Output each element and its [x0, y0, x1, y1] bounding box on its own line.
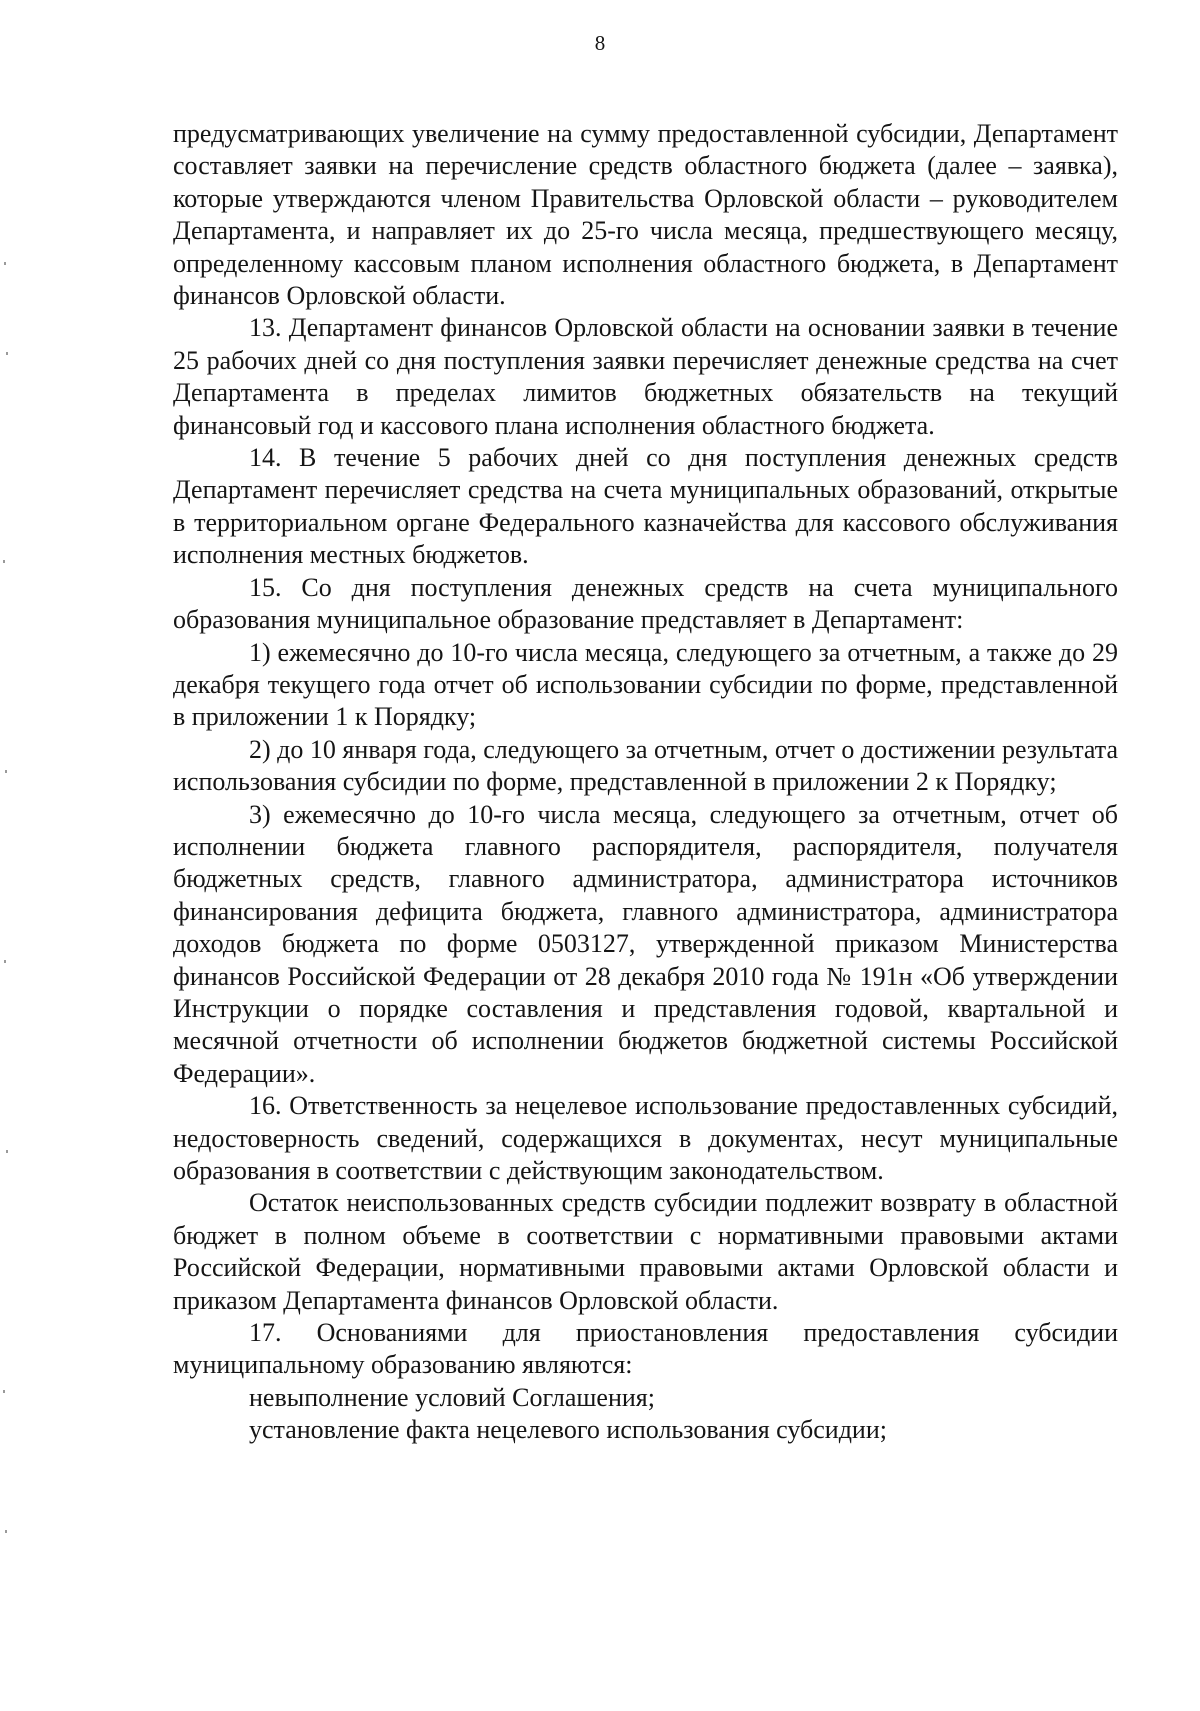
list-item-15-1: 1) ежемесячно до 10-го числа месяца, следующего за отчетным, а также до 29 декабря текущего года отчет об использовании субсидии по форме, представленной в приложении 1 к Порядку; — [173, 637, 1118, 732]
list-item-17-2: установление факта нецелевого использования субсидии; — [249, 1415, 887, 1445]
paragraph-remainder: Остаток неиспользованных средств субсидии подлежит возврату в областной бюджет в полном объеме в соответствии с нормативными правовыми актами Российской Федерации, нормативными правовыми актами Орловской области и приказом Департамента финансов Орловской области. — [173, 1188, 1118, 1315]
list-item-15-2: 2) до 10 января года, следующего за отчетным, отчет о достижении результата использования субсидии по форме, представленной в приложении 2 к Порядку; — [173, 734, 1118, 797]
paragraph-15: 15. Со дня поступления денежных средств на счета муниципального образования муниципальное образование представляет в Департамент: — [173, 572, 1118, 635]
scan-speck — [4, 960, 6, 963]
scan-speck — [5, 770, 7, 773]
list-item-17-1: невыполнение условий Соглашения; — [249, 1382, 655, 1412]
scan-speck — [5, 1530, 7, 1533]
document-body — [173, 118, 1118, 1447]
paragraph-16: 16. Ответственность за нецелевое использование предоставленных субсидий, недостоверность сведений, содержащихся в документах, несут муниципальные образования в соответствии с действующим законодательством. — [173, 1091, 1118, 1185]
paragraph-14: 14. В течение 5 рабочих дней со дня поступления денежных средств Департамент перечисляет средства на счета муниципальных образований, открытые в территориальном органе Федерального казначейства для кассового обслуживания исполнения местных бюджетов. — [173, 443, 1118, 570]
paragraph-continuation: предусматривающих увеличение на сумму предоставленной субсидии, Департамент составляет заявки на перечисление средств областного бюджета (далее – заявка), которые утверждаются членом Правительства Орловской области – руководителем Департамента, и направляет их до 25-го числа месяца, предшествующего месяцу, определенному кассовым планом исполнения областного бюджета, в Департамент финансов Орловской области. — [173, 119, 1118, 311]
paragraph-17: 17. Основаниями для приостановления предоставления субсидии муниципальному образованию являются: — [173, 1318, 1118, 1380]
paragraph-13: 13. Департамент финансов Орловской области на основании заявки в течение 25 рабочих дней со дня поступления заявки перечисляет денежные средства на счет Департамента в пределах лимитов бюджетных обязательств на текущий финансовый год и кассового плана исполнения областного бюджета. — [173, 313, 1118, 440]
scan-speck — [6, 352, 8, 355]
scan-speck — [6, 1150, 8, 1153]
scan-speck — [4, 262, 6, 265]
scan-speck — [3, 1390, 5, 1393]
page-number: 8 — [594, 31, 606, 55]
list-item-15-3: 3) ежемесячно до 10-го числа месяца, следующего за отчетным, отчет об исполнении бюджета главного распорядителя, распорядителя, получателя бюджетных средств, главного администратора, администратора источников финансирования дефицита бюджета, главного администратора, администратора доходов бюджета по форме 0503127, утвержденной приказом Министерства финансов Российской Федерации от 28 декабря 2010 года № 191н «Об утверждении Инструкции о порядке составления и представления годовой, квартальной и месячной отчетности об исполнении бюджетов бюджетной системы Российской Федерации». — [173, 799, 1118, 1088]
scan-speck — [3, 560, 5, 563]
